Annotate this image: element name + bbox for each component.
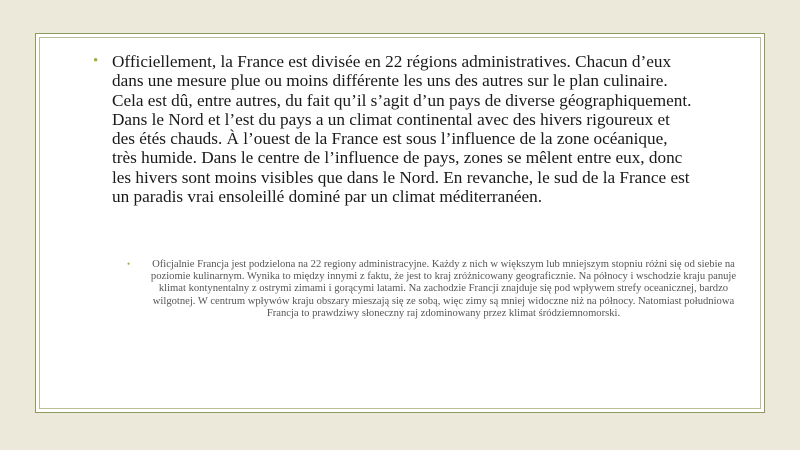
bullet-text-polish: Oficjalnie Francja jest podzielona na 22 regiony administracyjne. Każdy z nich w większym lub mniejszym stopniu różni się od siebie na poziomie kulinarnym. Wynika to między innymi z faktu, że jest to kraj zróżnicowany geograficznie. Na północy i wschodzie kraju panuje klimat kontynentalny z ostrymi zimami i gorącymi latami. Na zachodzie Francji znajduje się pod wpływem strefy oceanicznej, bardzo wilgotnej. W centrum wpływów kraju obszary mieszają się ze sobą, więc zimy są mniej widoczne niż na północy. Natomiast południowa Francja to prawdziwy słoneczny raj zdominowany przez klimat śródziemnomorski. [150, 259, 737, 319]
bullet-text-french: Officiellement, la France est divisée en 22 régions administratives. Chacun d’eux dans une mesure plue ou moins différente les uns des autres sur le plan culinaire. Cela est dû, entre autres, du fait qu’il s’agit d’un pays de diverse géographiquement. Dans le Nord et l’est du pays a un climat continental avec des hivers rigoureux et des étés chauds. À l’ouest de la France est sous l’influence de la zone océanique, très humide. Dans le centre de l’influence de pays, zones se mêlent entre eux, donc les hivers sont moins visibles que dans le Nord. En revanche, le sud de la France est un paradis vrai ensoleillé dominé par un climat méditerranéen. [112, 52, 692, 207]
bullet-item-polish [127, 259, 747, 320]
bullet-item-french [93, 52, 693, 206]
slide [35, 33, 765, 413]
bullet-marker-icon: • [93, 53, 99, 69]
bullet-marker-icon: • [127, 259, 131, 269]
